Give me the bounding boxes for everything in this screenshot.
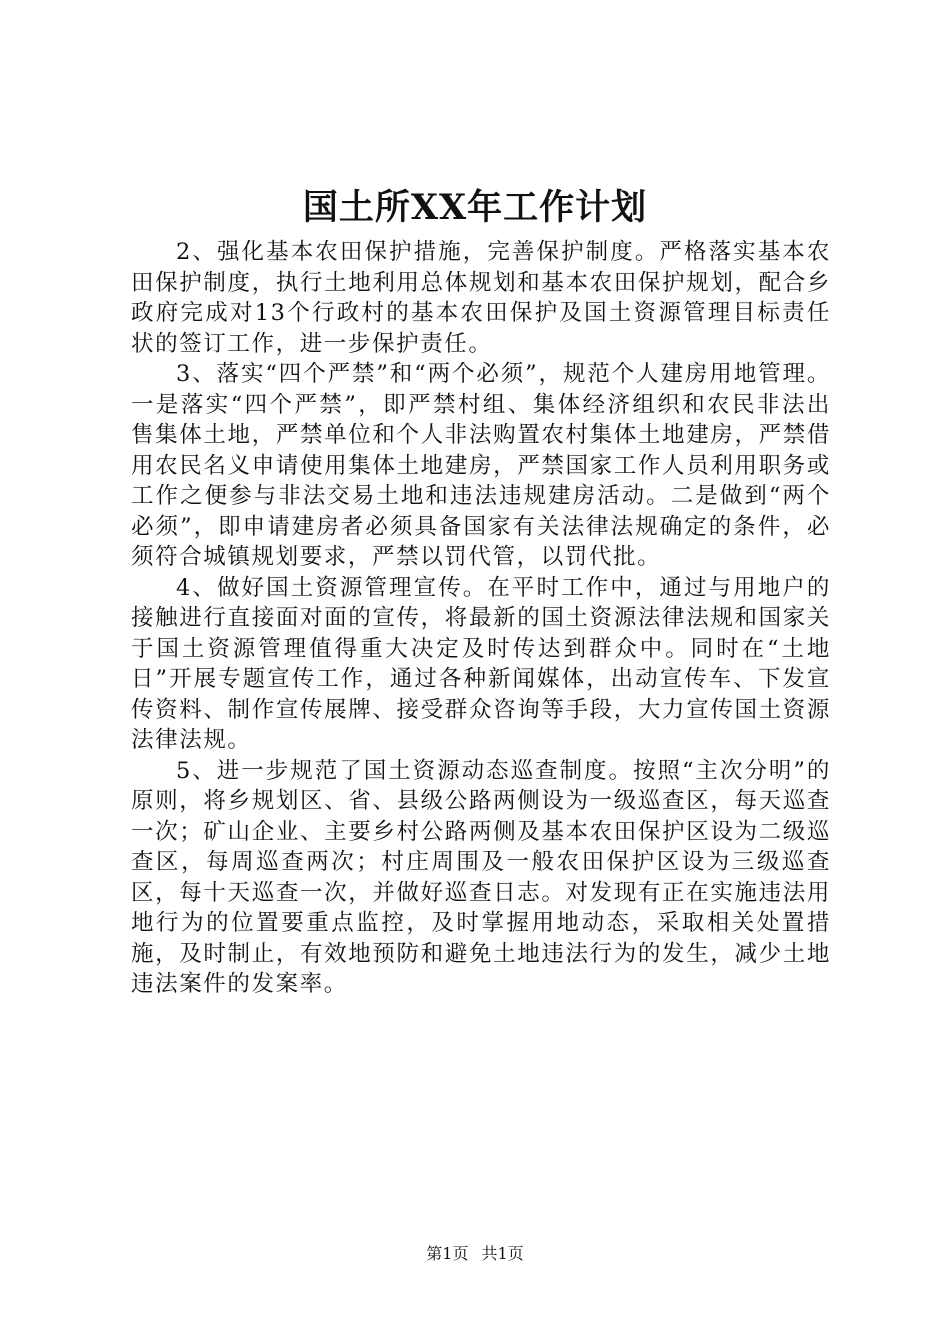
- document-body: [131, 237, 831, 1000]
- page-footer: [0, 1242, 950, 1266]
- paragraph-item-5: 5、进一步规范了国土资源动态巡查制度。按照“主次分明”的原则，将乡规划区、省、县级公路两侧设为一级巡查区，每天巡查一次；矿山企业、主要乡村公路两侧及基本农田保护区设为二级巡查区，每周巡查两次；村庄周围及一般农田保护区设为三级巡查区，每十天巡查一次，并做好巡查日志。对发现有正在实施违法用地行为的位置要重点监控，及时掌握用地动态，采取相关处置措施，及时制止，有效地预防和避免土地违法行为的发生，减少土地违法案件的发案率。: [131, 757, 831, 997]
- page-number-total: 共1页: [481, 1244, 524, 1263]
- document-title: 国土所XX年工作计划: [302, 187, 648, 228]
- paragraph-item-4: 4、做好国土资源管理宣传。在平时工作中，通过与用地户的接触进行直接面对面的宣传，将最新的国土资源法律法规和国家关于国土资源管理值得重大决定及时传达到群众中。同时在“土地日”开展专题宣传工作，通过各种新闻媒体，出动宣传车、下发宣传资料、制作宣传展牌、接受群众咨询等手段，大力宣传国土资源法律法规。: [131, 574, 831, 753]
- paragraph-item-2: 2、强化基本农田保护措施，完善保护制度。严格落实基本农田保护制度，执行土地利用总体规划和基本农田保护规划，配合乡政府完成对13个行政村的基本农田保护及国土资源管理目标责任状的签订工作，进一步保护责任。: [131, 239, 831, 357]
- page-number-current: 第1页: [426, 1244, 469, 1263]
- paragraph-item-3: 3、落实“四个严禁”和“两个必须”，规范个人建房用地管理。一是落实“四个严禁”，即严禁村组、集体经济组织和农民非法出售集体土地，严禁单位和个人非法购置农村集体土地建房，严禁借用农民名义申请使用集体土地建房，严禁国家工作人员利用职务或工作之便参与非法交易土地和违法违规建房活动。二是做到“两个必须”，即申请建房者必须具备国家有关法律法规确定的条件，必须符合城镇规划要求，严禁以罚代管，以罚代批。: [131, 361, 831, 570]
